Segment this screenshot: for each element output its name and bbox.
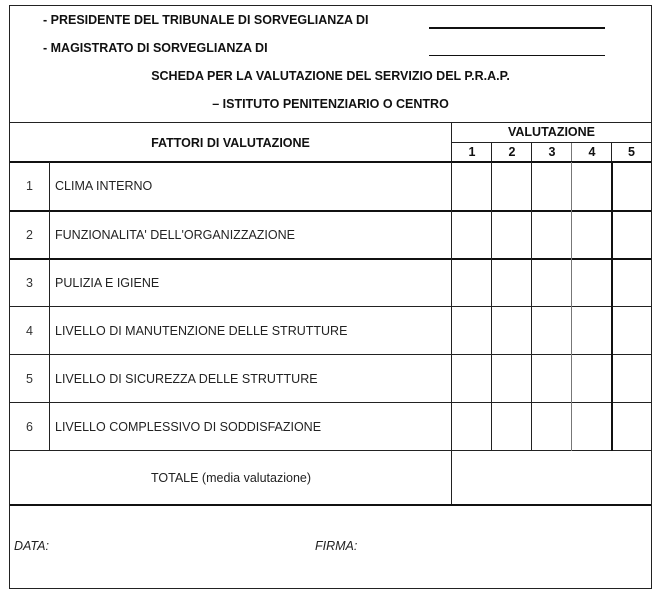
factors-column-header: FATTORI DI VALUTAZIONE: [10, 123, 452, 162]
table-row: [10, 259, 651, 307]
magistrate-label: - MAGISTRATO DI SORVEGLIANZA DI: [43, 41, 268, 55]
form-subtitle: – ISTITUTO PENITENZIARIO O CENTRO: [212, 97, 449, 111]
table-row: [10, 355, 651, 403]
total-label: TOTALE (media valutazione): [150, 470, 312, 485]
row-number: 3: [10, 259, 50, 307]
rating-cell-3[interactable]: [532, 403, 572, 451]
rating-cell-1[interactable]: [452, 162, 492, 210]
header-divider: [611, 143, 612, 162]
rating-column-divider: [531, 162, 532, 451]
total-separator: [10, 504, 651, 506]
row-number: 2: [10, 211, 50, 259]
rating-cell-2[interactable]: [492, 259, 532, 307]
rating-cell-2[interactable]: [492, 403, 532, 451]
row-number: 4: [10, 307, 50, 355]
rating-scale-1: 1: [468, 145, 476, 159]
table-row: [10, 403, 651, 451]
row-label: LIVELLO COMPLESSIVO DI SODDISFAZIONE: [55, 420, 322, 434]
row-label: LIVELLO DI MANUTENZIONE DELLE STRUTTURE: [55, 324, 348, 338]
table-row: [10, 162, 651, 210]
rating-cell-4[interactable]: [572, 403, 612, 451]
header-divider: [571, 143, 572, 162]
rating-cell-5[interactable]: [612, 259, 651, 307]
form-header: [10, 6, 651, 123]
rating-column-header: VALUTAZIONE: [452, 123, 651, 143]
magistrate-blank-field[interactable]: [429, 55, 605, 56]
rating-cell-1[interactable]: [452, 307, 492, 355]
rating-cell-2[interactable]: [492, 211, 532, 259]
rating-cell-2[interactable]: [492, 355, 532, 403]
rating-cell-1[interactable]: [452, 355, 492, 403]
date-label: DATA:: [14, 539, 49, 553]
rating-scale-5: 5: [628, 145, 635, 159]
rating-cell-4[interactable]: [572, 259, 612, 307]
rating-cell-4[interactable]: [572, 211, 612, 259]
rating-cell-4[interactable]: [572, 355, 612, 403]
rating-cell-2[interactable]: [492, 162, 532, 210]
rating-cell-3[interactable]: [532, 355, 572, 403]
rating-scale-3: 3: [548, 145, 556, 159]
table-row: [10, 211, 651, 259]
rating-cell-4[interactable]: [572, 307, 612, 355]
rating-cell-5[interactable]: [612, 162, 651, 210]
rating-cell-1[interactable]: [452, 403, 492, 451]
row-label: PULIZIA E IGIENE: [55, 276, 160, 290]
rating-cell-1[interactable]: [452, 211, 492, 259]
total-value-field[interactable]: [454, 451, 650, 504]
header-divider: [491, 143, 492, 162]
rating-cell-3[interactable]: [532, 211, 572, 259]
row-label: FUNZIONALITA' DELL'ORGANIZZAZIONE: [55, 228, 295, 242]
rating-scale-2: 2: [508, 145, 516, 159]
row-label: CLIMA INTERNO: [55, 179, 153, 193]
rating-column-divider: [491, 162, 492, 451]
row-number: 5: [10, 355, 50, 403]
evaluation-form: [9, 5, 652, 589]
form-title: SCHEDA PER LA VALUTAZIONE DEL SERVIZIO DEL P.R.A.P.: [151, 69, 510, 83]
rating-cell-1[interactable]: [452, 259, 492, 307]
rating-cell-4[interactable]: [572, 162, 612, 210]
row-number: 1: [10, 162, 50, 210]
rating-cell-5[interactable]: [612, 211, 651, 259]
president-label: - PRESIDENTE DEL TRIBUNALE DI SORVEGLIANZA DI: [43, 13, 369, 27]
rating-cell-3[interactable]: [532, 307, 572, 355]
signature-label: FIRMA:: [315, 539, 358, 553]
row-number: 6: [10, 403, 50, 451]
rating-cell-5[interactable]: [612, 403, 651, 451]
president-blank-field[interactable]: [429, 27, 605, 29]
rating-cell-3[interactable]: [532, 259, 572, 307]
rating-column-divider: [611, 162, 613, 451]
table-row: [10, 307, 651, 355]
rating-scale-4: 4: [588, 145, 596, 159]
row-label: LIVELLO DI SICUREZZA DELLE STRUTTURE: [55, 372, 318, 386]
rating-cell-2[interactable]: [492, 307, 532, 355]
rating-column-divider: [571, 162, 572, 451]
rating-cell-5[interactable]: [612, 355, 651, 403]
rating-cell-5[interactable]: [612, 307, 651, 355]
rating-cell-3[interactable]: [532, 162, 572, 210]
header-divider: [531, 143, 532, 162]
